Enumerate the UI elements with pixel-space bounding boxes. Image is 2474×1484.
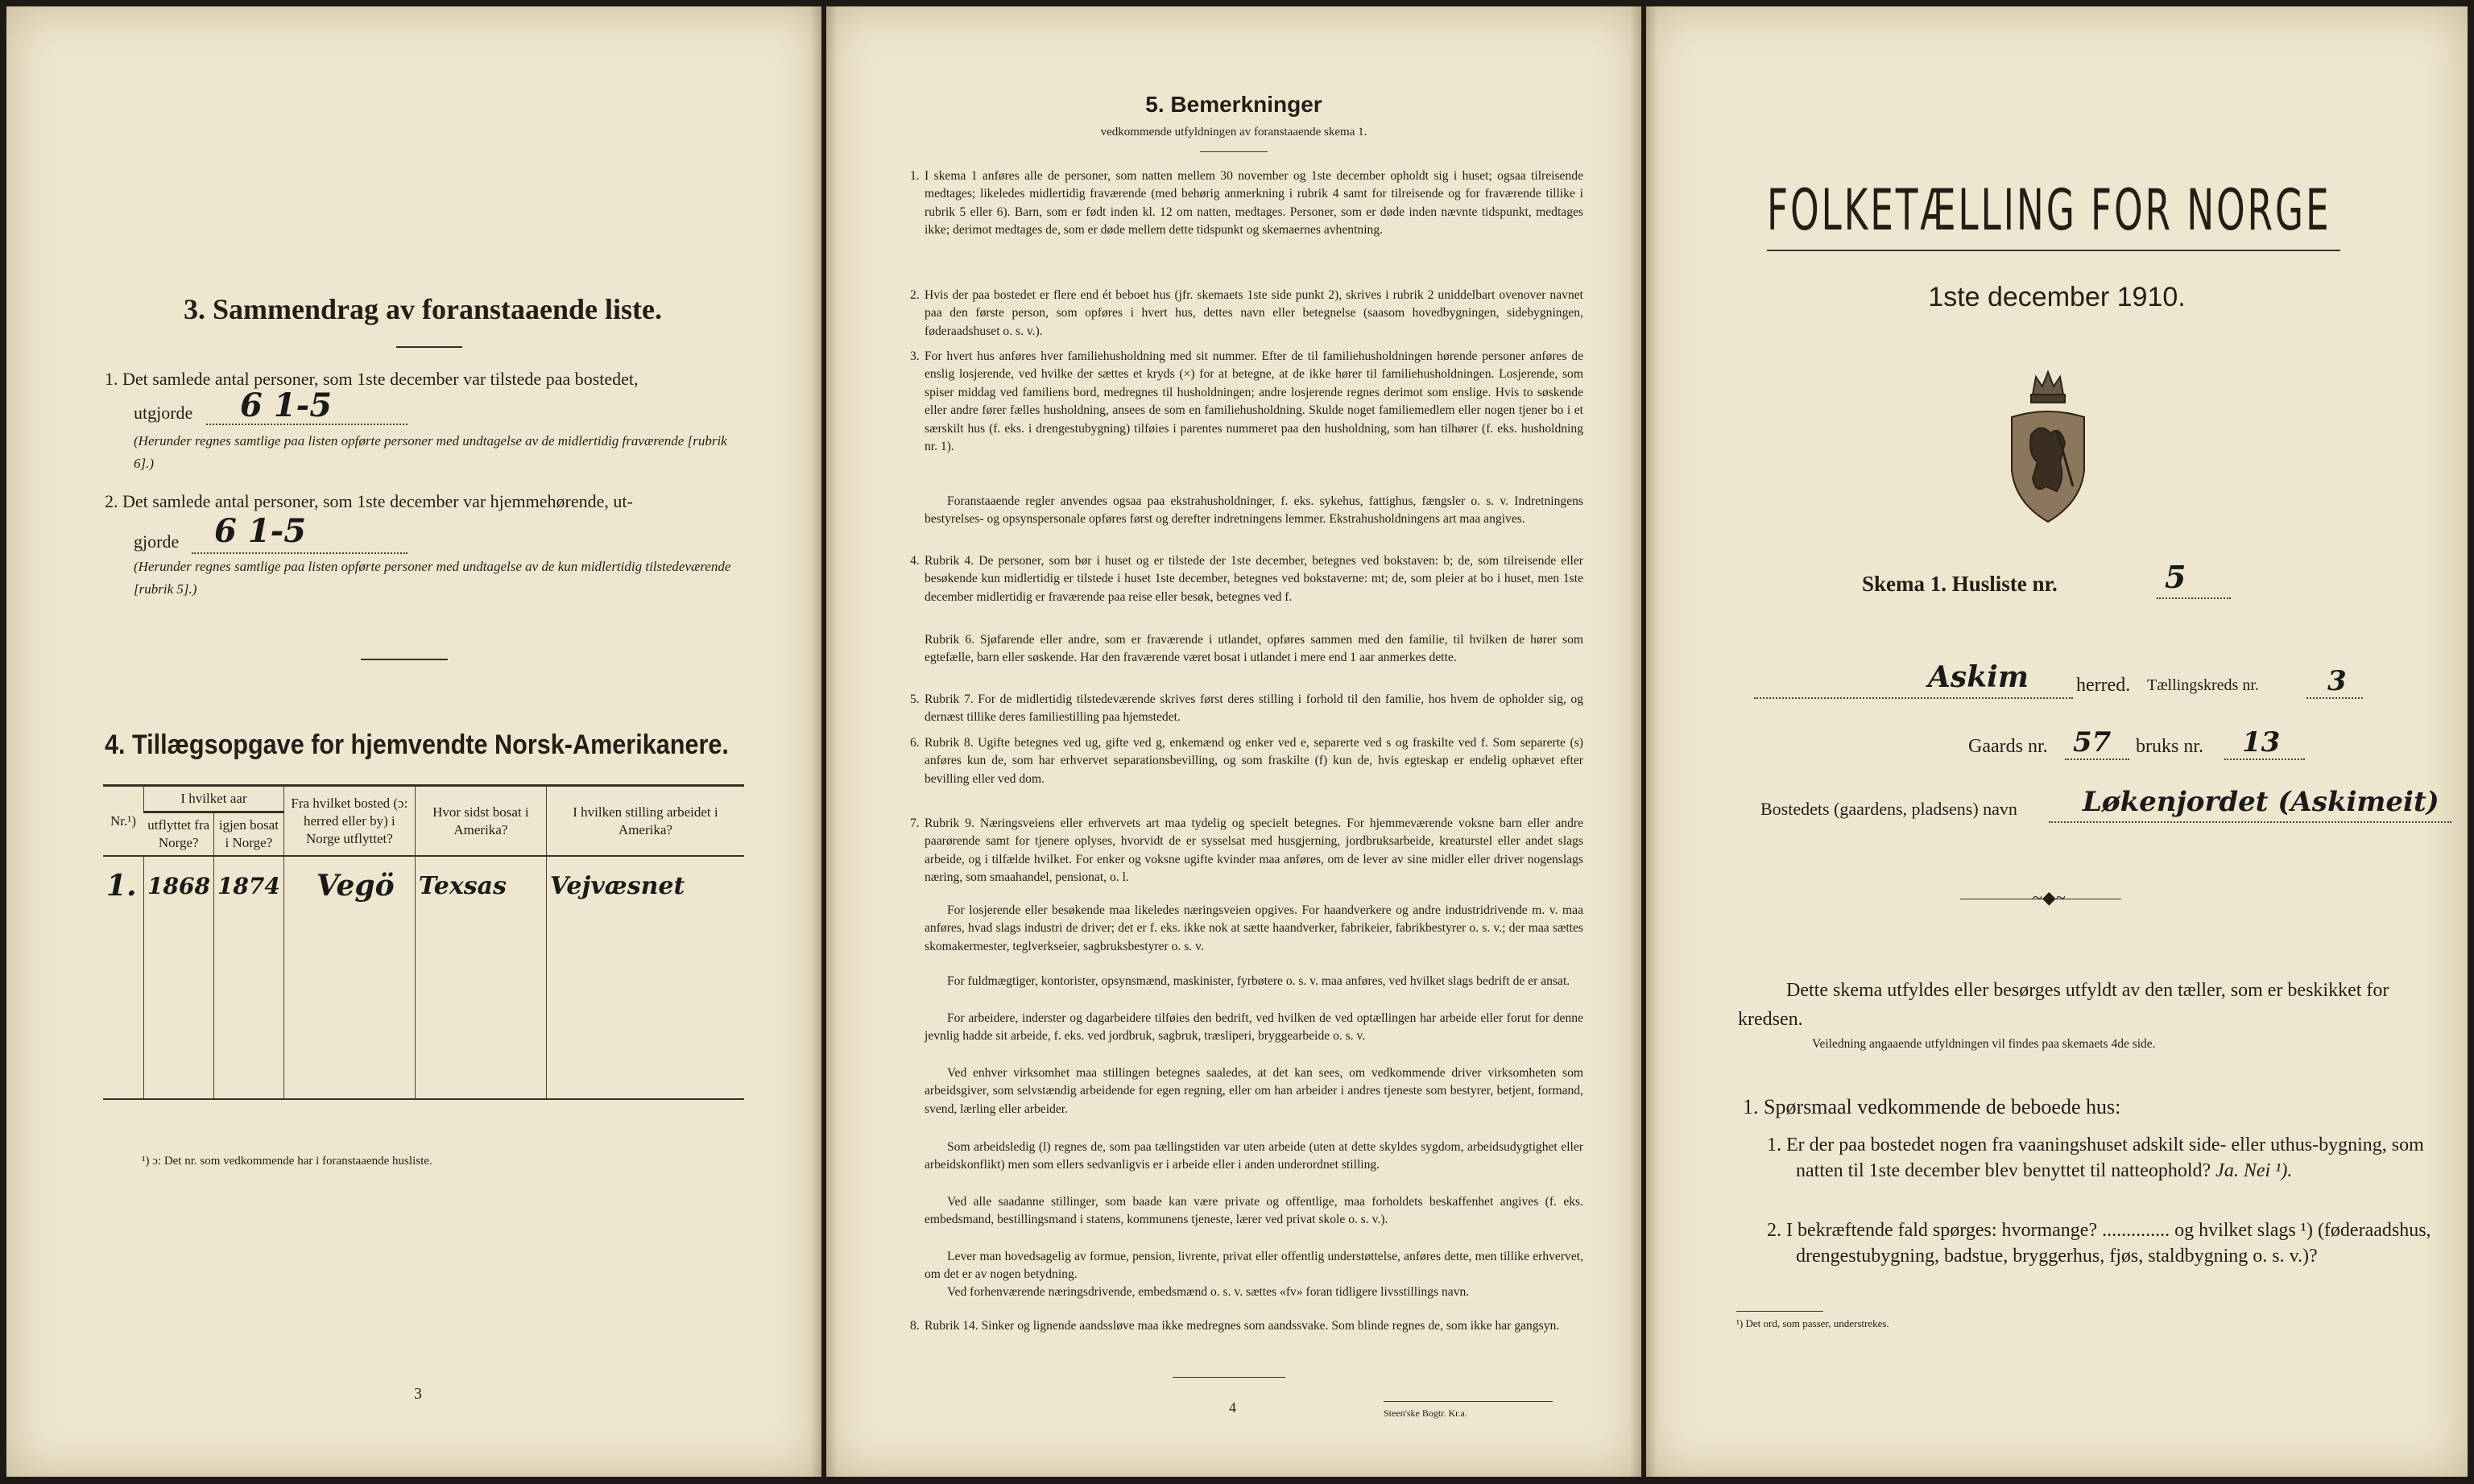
footnote: ¹) ɔ: Det nr. som vedkommende har i foranstaaende husliste. <box>142 1155 432 1168</box>
form-title: FOLKETÆLLING FOR NORGE <box>1767 177 2331 243</box>
item2-note: (Herunder regnes samtlige paa listen opførte personer med undtagelse av de kun midlertidig tilstedeværende [rubrik 5].) <box>134 559 731 597</box>
norsk-amerikanere-table <box>103 784 744 1100</box>
remark-4: 4. Rubrik 4. De personer, som bør i huset og er tilstede der 1ste december, betegnes ved bokstaven: b; de, som tilreisende eller besøkende kun midlertidig er tilstede i huset 1ste december, betegnes ved bokstaverne: mt; de, som pleier at bo i huset, men 1ste december midlertidig er fraværende paa reise eller besøk, betegnes ved f. <box>910 554 1583 604</box>
remark-1: 1. I skema 1 anføres alle de personer, som natten mellem 30 november og 1ste december opholdt sig i huset; ogsaa tilreisende medtages; likeledes midlertidig fraværende (med behørig anmerkning i rubrik 4 samt for tilreisende og for fraværende tillike i rubrik 5 eller 6). Barn, som er født inden kl. 12 om natten, medtages. Personer, som er døde inden nævnte tidspunkt, medtages ikke; derimot medtages de, som er døde mellem dette tidspunkt og skemaernes avhentning. <box>910 169 1583 238</box>
table-row <box>103 856 744 915</box>
remark-6: 6. Rubrik 8. Ugifte betegnes ved ug, gifte ved g, enkemænd og enker ved e, separerte ved s og fraskilte ved f. Som separerte (s) anføres kun de, som har erhvervet separationsbevilling, og som fraskilte (f) kun de, hvis egteskap er endelig ophævet efter bevilling eller ved dom. <box>910 736 1583 786</box>
header-where: Hvor sidst bosat i Amerika? <box>415 786 546 857</box>
remark-7g: Ved alle saadanne stillinger, som baade kan være private og offentlige, maa forholdets beskaffenhet angives (f. eks. embedsmand, bestillingsmand i statens, kommunens tjeneste, lærer ved privat skole o. s. v.). <box>925 1195 1583 1227</box>
kreds-label: Tællingskreds nr. <box>2147 676 2259 694</box>
bosted-value: Løkenjordet (Askimeit) <box>2083 786 2439 818</box>
page-number: 4 <box>1229 1399 1236 1416</box>
header-nr: Nr.¹) <box>110 812 136 829</box>
herred-label: herred. <box>2076 675 2131 696</box>
page-right <box>1646 6 2468 1477</box>
table-row <box>103 915 744 945</box>
item2-value: 6 1-5 <box>214 512 307 550</box>
ornament-icon: ~◆~ <box>2033 887 2066 907</box>
remarks-subtitle: vedkommende utfyldningen av foranstaaende skema 1. <box>1100 126 1367 138</box>
cell-nr: 1. <box>106 869 137 903</box>
remark-4b: Rubrik 6. Sjøfarende eller andre, som er fraværende i utlandet, opføres sammen med den familie, til hvilken de hører som egtefælle, barn eller søskende. Har den fraværende været bosat i utlandet i mere end 1 aar anmerkes dette. <box>925 633 1583 665</box>
remark-3b: Foranstaaende regler anvendes ogsaa paa ekstrahusholdninger, f. eks. sykehus, fattighus, fængsler o. s. v. Indretningens bestyrelses- og opsynspersonale opføres først og derefter indretningens lemmer. Ekstrahusholdningens art maa angives. <box>925 494 1583 527</box>
remark-7c: For fuldmægtiger, kontorister, opsynsmænd, maskinister, fyrbøtere o. s. v. maa anføres, ved hvilket slags bedrift de er ansat. <box>947 974 1570 988</box>
section4-title: 4. Tillægsopgave for hjemvendte Norsk-Amerikanere. <box>105 730 729 760</box>
section3-title: 3. Sammendrag av foranstaaende liste. <box>184 293 662 325</box>
cell-emigrated: 1868 <box>144 856 214 915</box>
footnote: ¹) Det ord, som passer, understrekes. <box>1736 1317 1889 1329</box>
remark-8: 8. Rubrik 14. Sinker og lignende aandssløve maa ikke medregnes som aandssvake. Som blinde regnes de, som ikke har gangsyn. <box>910 1319 1560 1333</box>
census-date: 1ste december 1910. <box>1928 282 2186 312</box>
herred-value: Askim <box>1928 660 2029 694</box>
remarks-title: 5. Bemerkninger <box>1145 92 1322 117</box>
header-returned: igjen bosat i Norge? <box>213 812 283 857</box>
table-row <box>103 1037 744 1068</box>
bruks-value: 13 <box>2242 726 2281 759</box>
item2-text: 2. Det samlede antal personer, som 1ste december var hjemmehørende, ut- <box>105 491 633 511</box>
remark-2: 2. Hvis der paa bostedet er flere end ét beboet hus (jfr. skemaets 1ste side punkt 2), skrives i rubrik 2 uniddelbart ovenover navnet paa den første person, som opføres i hvert hus, dettes navn eller betegnelse (saasom hovedbygningen, sidebygningen, føderaadshuset o. s. v.). <box>910 288 1583 338</box>
page-left <box>6 6 821 1477</box>
divider <box>396 346 462 348</box>
header-year-group: I hvilket aar <box>144 786 284 812</box>
item1-value: 6 1-5 <box>240 387 333 424</box>
header-from-place: Fra hvilket bosted (ɔ: herred eller by) i Norge utflyttet? <box>283 786 415 857</box>
gaards-value: 57 <box>2073 726 2112 759</box>
remark-7i: Ved forhenværende næringsdrivende, embedsmænd o. s. v. sættes «fv» foran tidligere livsstillings navn. <box>947 1285 1470 1299</box>
item1-text: 1. Det samlede antal personer, som 1ste december var tilstede paa bostedet, <box>105 369 639 389</box>
remark-7f: Som arbeidsledig (l) regnes de, som paa tællingstiden var uten arbeide (uten at dette skyldes sygdom, arbeidsudygtighet eller arbeidskonflikt) men som ellers sedvanligvis er i arbeide eller i anden underordnet stilling. <box>925 1140 1583 1172</box>
header-emigrated: utflyttet fra Norge? <box>147 817 210 850</box>
header-occupation: I hvilken stilling arbeidet i Amerika? <box>546 786 744 857</box>
remark-7h: Lever man hovedsagelig av formue, pension, livrente, privat eller offentlig understøttelse, anføres dette, men tillike erhvervet, om det er av nogen betydning. <box>925 1250 1583 1282</box>
cell-returned: 1874 <box>213 856 283 915</box>
bosted-label: Bostedets (gaardens, pladsens) navn <box>1760 799 2017 819</box>
item1-utgjorde: utgjorde <box>134 403 193 423</box>
printer-mark: Steen'ske Bogtr. Kr.a. <box>1384 1408 1467 1419</box>
cell-occupation: Vejvæsnet <box>546 856 744 915</box>
divider <box>361 659 448 660</box>
q1-answer: Ja. Nei ¹). <box>2215 1160 2293 1181</box>
table-row <box>103 945 744 976</box>
intro-text: Dette skema utfyldes eller besørges utfyldt av den tæller, som er beskikket for kredsen. <box>1738 980 2389 1030</box>
remark-7e: Ved enhver virksomhet maa stillingen betegnes saaledes, at det kan sees, om vedkommende driver virksomheten som arbeidsgiver, som selvstændig arbeidende for egen regning, eller om han arbeider i andres tjeneste som bestyrer, betjent, formand, svend, lærling eller arbeider. <box>925 1066 1583 1116</box>
question-2: 2. I bekræftende fald spørges: hvormange? .............. og hvilket slags ¹) (føderaadshus, drengestubygning, badstue, bryggerhus, fjøs, staldbygning o. s. v.)? <box>1767 1220 2431 1267</box>
question-1: 1. Er der paa bostedet nogen fra vaaningshuset adskilt side- eller uthus-bygning, som natten til 1ste december blev benyttet til natteophold? Ja. Nei ¹). <box>1767 1135 2424 1181</box>
husliste-nr: 5 <box>2165 559 2186 595</box>
questions-title: 1. Spørsmaal vedkommende de beboede hus: <box>1743 1095 2121 1118</box>
remark-5: 5. Rubrik 7. For de midlertidig tilstedeværende skrives først deres stilling i forhold til den familie, hos hvem de opholder sig, og dernæst tillike deres familiestilling paa hjemstedet. <box>910 692 1583 725</box>
gaards-label: Gaards nr. <box>1968 736 2048 757</box>
cell-from-place: Vegö <box>283 856 415 915</box>
remark-7b: For losjerende eller besøkende maa likeledes næringsveien opgives. For haandverkere og andre industridrivende m. v. maa anføres, hvad slags industri de driver; det er f. eks. ikke nok at sætte haandverker, fabrikeier, fabrikbestyrer o. s. v.; der maa sættes skomakermester, teglverkseier, sagbruksbestyrer o. s. v. <box>925 903 1583 953</box>
table-row <box>103 976 744 1007</box>
cell-where: Texsas <box>415 856 546 915</box>
remark-7: 7. Rubrik 9. Næringsveiens eller erhvervets art maa tydelig og specielt betegnes. For hjemmeværende voksne barn eller andre paarørende samt for tjenere oplyses, hvorvidt de er sysselsat med husgjerning, jordbruksarbeide, kreaturstel eller andet slags arbeide, og i tilfælde hvilket. For enker og voksne ugifte kvinder maa anføres, om de lever av sine midler eller driver nogenslags næring, som smaahandel, pensionat, o. l. <box>910 816 1583 885</box>
table-row <box>103 1007 744 1037</box>
page-number: 3 <box>414 1385 422 1403</box>
item2-utgjorde: gjorde <box>134 531 180 552</box>
item1-note: (Herunder regnes samtlige paa listen opførte personer med undtagelse av de midlertidig fraværende [rubrik 6].) <box>134 433 727 471</box>
kreds-value: 3 <box>2327 665 2347 697</box>
remark-7d: For arbeidere, inderster og dagarbeidere tilføies den bedrift, ved hvilken de ved optællingen har arbeide eller forut for denne jevnlig hadde sit arbeide, f. eks. ved jordbruk, sagbruk, træsliperi, bryggearbeide o. s. v. <box>925 1011 1583 1044</box>
page-middle <box>826 6 1641 1477</box>
intro-small: Veiledning angaaende utfyldningen vil findes paa skemaets 4de side. <box>1812 1037 2156 1051</box>
skema-label: Skema 1. Husliste nr. <box>1862 572 2058 596</box>
bruks-label: bruks nr. <box>2136 736 2203 757</box>
table-row <box>103 1068 744 1099</box>
remark-3: 3. For hvert hus anføres hver familiehusholdning med sit nummer. Efter de til familiehusholdningen hørende personer anføres de enslig losjerende, ved hvilke der sættes et kryds (×) for at betegne, at de ikke hører til familiehusholdningen. Losjerende, som spiser middag ved familiens bord, medregnes til husholdningen; andre losjerende regnes derimot som enslige. Hvis to søskende eller andre fører fælles husholdning, ansees de som en familiehusholdning. Skulde noget familiemedlem eller nogen tjener bo i et særskilt hus (f. eks. i drengestubygning) tilføies i parentes nummeret paa den husholdning, som han tilhører (f. eks. husholdning nr. 1). <box>910 349 1583 454</box>
coat-of-arms-icon <box>2000 366 2095 527</box>
